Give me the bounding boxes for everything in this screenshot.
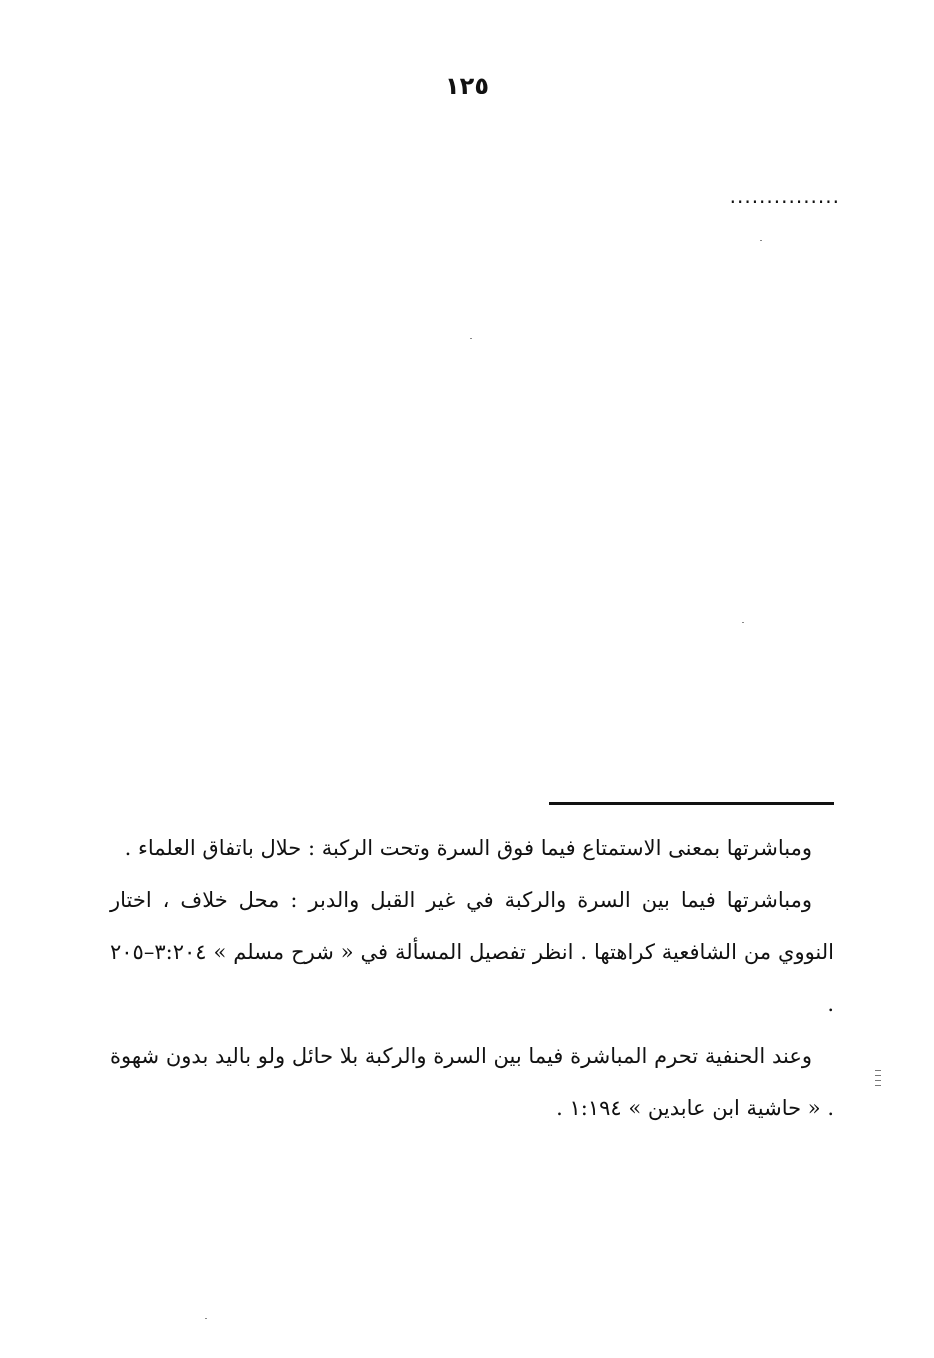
page-number: ١٢٥ — [445, 72, 489, 100]
footnote-1: ومباشرتها بمعنى الاستمتاع فيما فوق السرة وتحت الركبة : حلال باتفاق العلماء . — [124, 836, 812, 860]
footnote-2: ومباشرتها فيما بين السرة والركبة في غير القبل والدبر : محل خلاف ، اختار النووي من الشافعية كراهتها . انظر تفصيل المسألة في « شرح مسلم » ٣:٢٠٤–٢٠٥ . — [110, 888, 834, 1016]
scan-speck — [470, 338, 472, 339]
separator-dots: ............... — [729, 184, 840, 208]
scan-speck — [742, 622, 744, 623]
margin-mark — [872, 1066, 884, 1096]
footnote-rule — [549, 802, 834, 805]
scan-speck — [205, 1318, 207, 1319]
scan-speck — [760, 240, 762, 241]
footnotes-block — [110, 822, 834, 1134]
footnote-3: وعند الحنفية تحرم المباشرة فيما بين السرة والركبة بلا حائل ولو باليد بدون شهوة . « حاشية ابن عابدين » ١:١٩٤ . — [110, 1044, 834, 1120]
